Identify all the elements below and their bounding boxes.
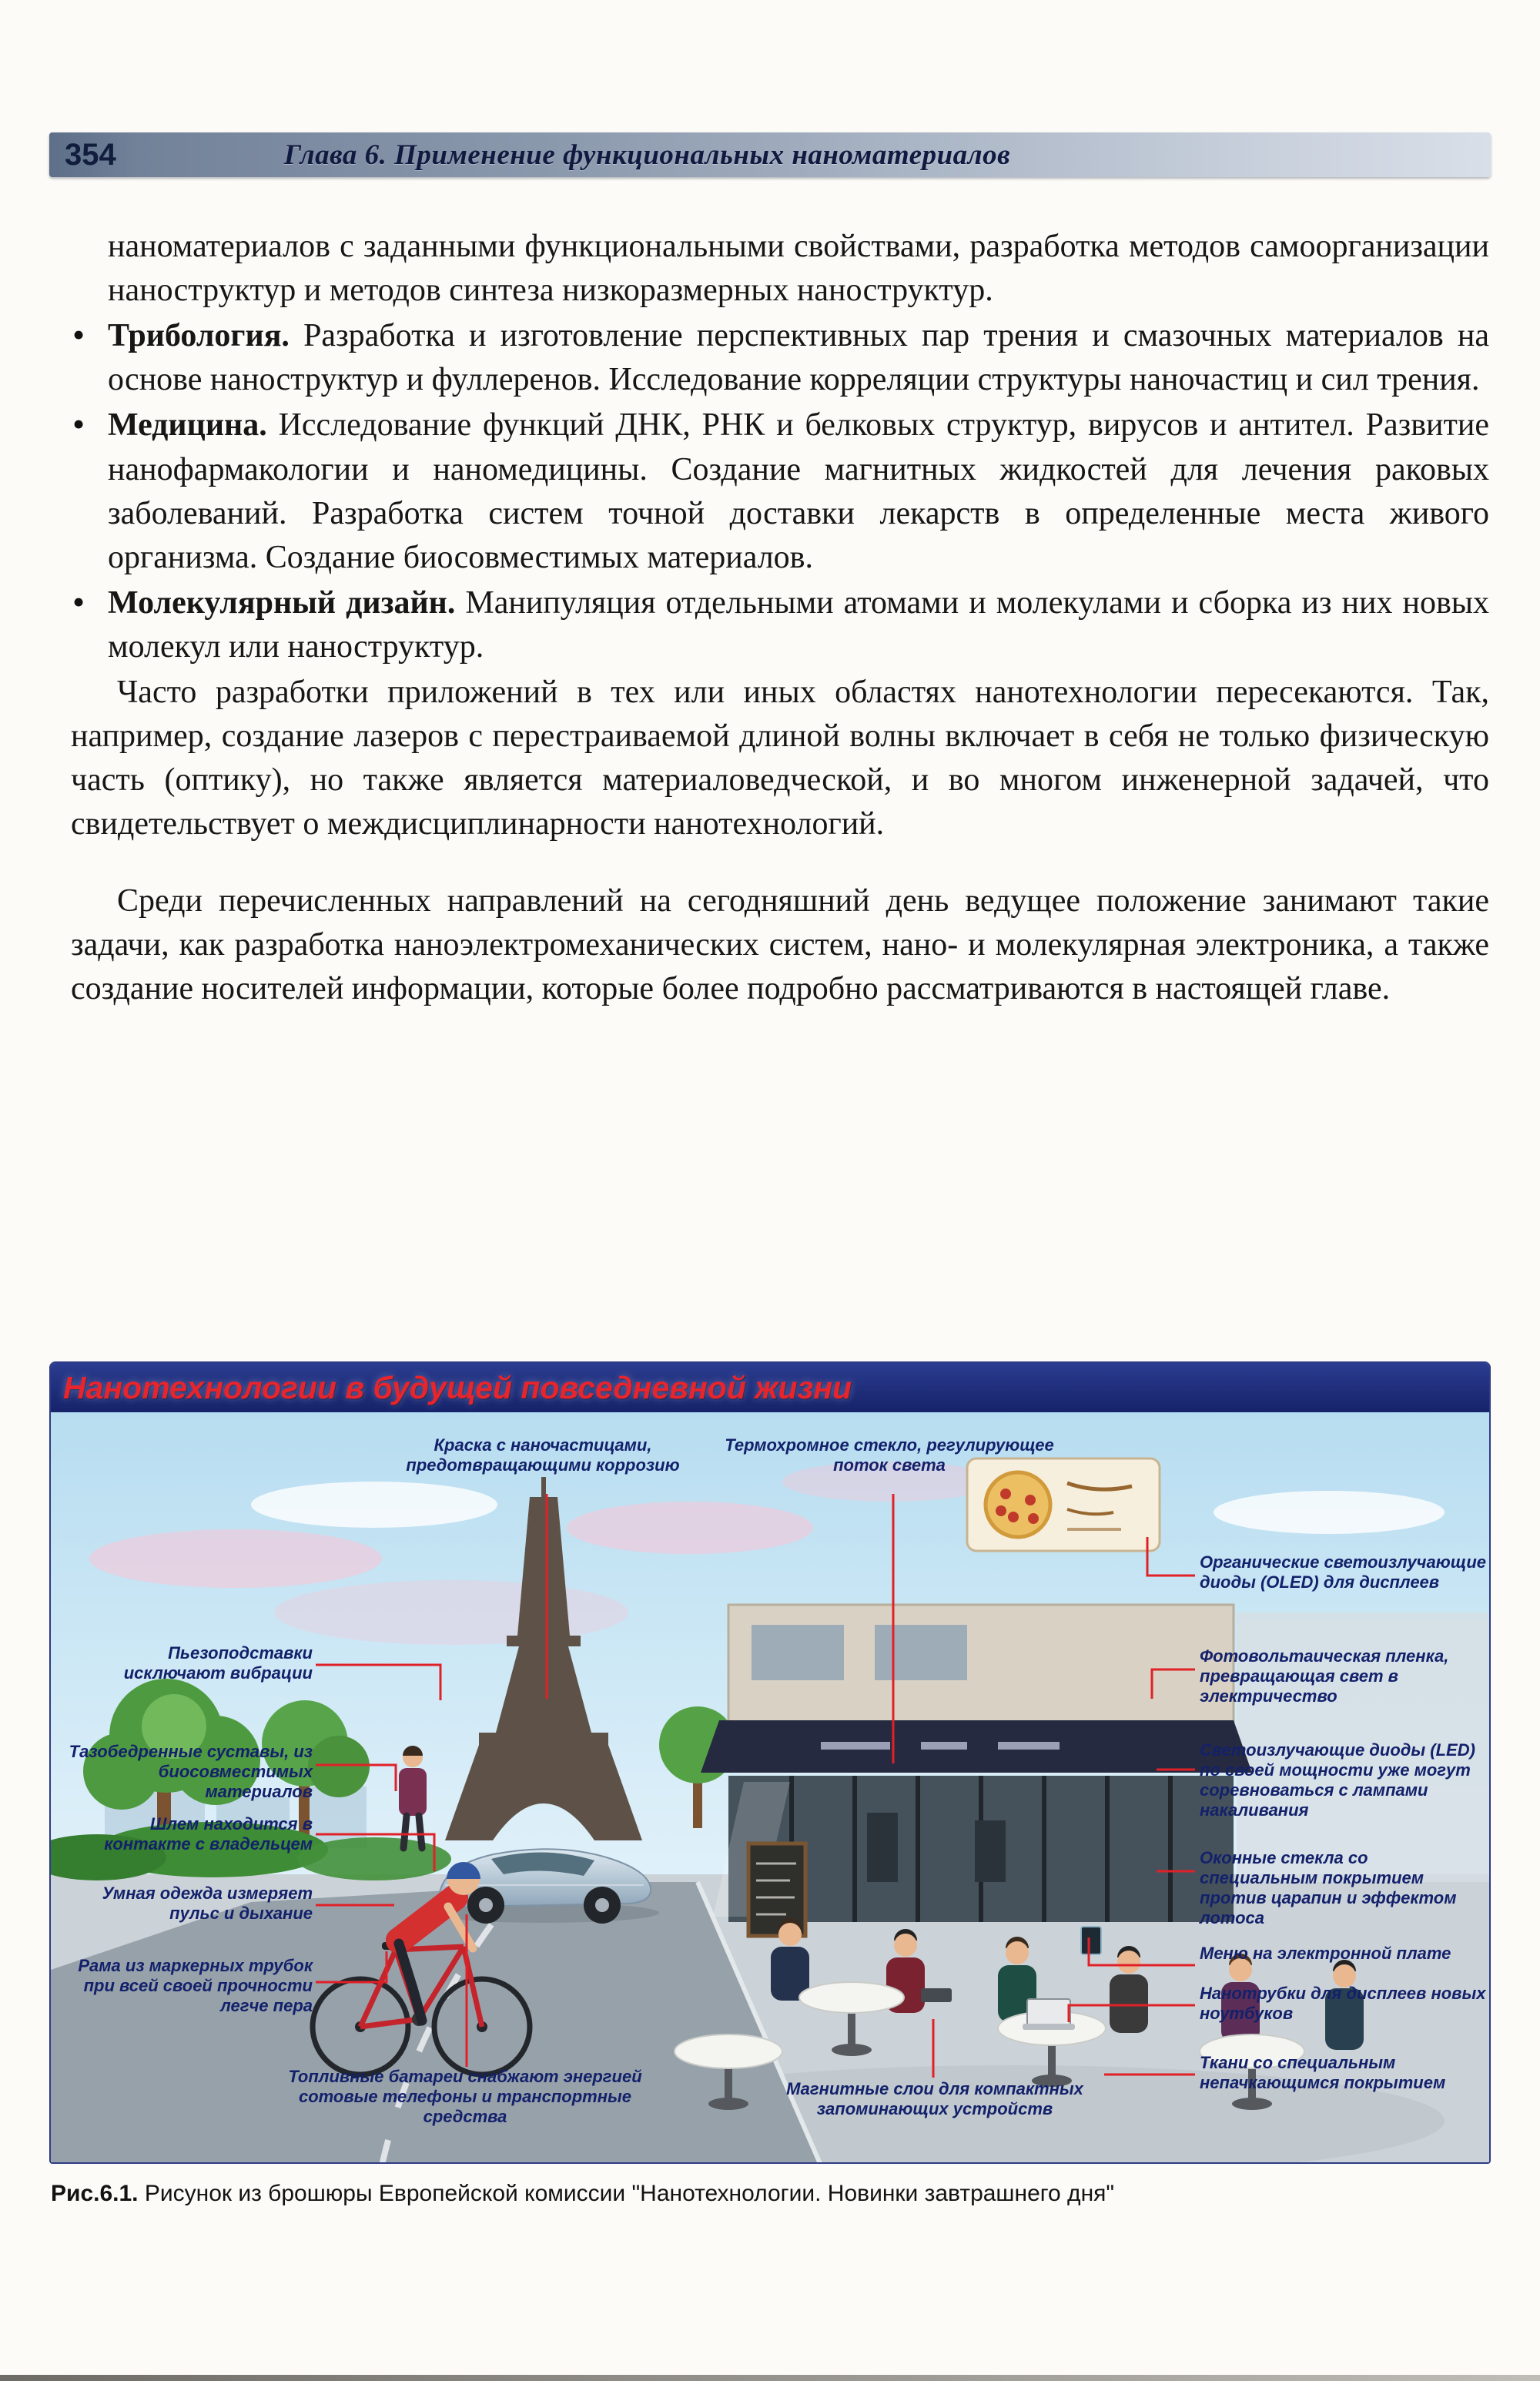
figure-caption-label: Рис.6.1. — [51, 2181, 139, 2206]
figure-label-stain-free-fabric: Ткани со специальным непачкающимся покрытием — [1200, 2053, 1446, 2092]
paragraph: Среди перечисленных направлений на сегодняшний день ведущее положение занимают такие задачи, как разработка наноэлектромеханических систем, нано- и молекулярная электроника, а также создание носителей информации, которые более подробно рассматриваются в настоящей главе. — [71, 882, 1489, 1006]
page-scan-edge — [0, 2375, 1540, 2381]
figure-6-1 — [49, 1361, 1491, 2164]
figure-label-nanotube-displays: Нанотрубки для дисплеев новых ноутбуков — [1200, 1984, 1486, 2023]
awning — [701, 1720, 1252, 1773]
figure-title-bar — [51, 1363, 1489, 1412]
cafe — [701, 1605, 1252, 1936]
storage-device — [921, 1988, 952, 2002]
bullet-icon: • — [72, 581, 85, 621]
paragraph-continuation: наноматериалов с заданными функциональными свойствами, разработка методов самоорганизации наноструктур и методов синтеза низкоразмерных наноструктур. — [108, 229, 1489, 309]
bullet-list — [72, 314, 1490, 669]
list-item-term: Медицина. — [108, 407, 267, 444]
figure-label-photovoltaic-film: Фотовольтаическая пленка, превращающая свет в электричество — [1200, 1646, 1449, 1706]
list-item-term: Трибология. — [108, 318, 290, 354]
list-item — [72, 581, 1489, 669]
paragraph: Часто разработки приложений в тех или иных областях нанотехнологии пересекаются. Так, например, создание лазеров с перестраиваемой длиной волны включает в себя не только физическую часть (оптику), но также является материаловедческой, и во многом инженерной задачей, что свидетельствует о междисциплинарности нанотехнологий. — [71, 675, 1489, 842]
figure-label-piezo-mounts: Пьезоподставки исключают вибрации — [123, 1643, 313, 1683]
figure-label-oled: Органические светоизлучающие диоды (OLED) для дисплеев — [1200, 1552, 1487, 1592]
figure-label-anticorrosion-paint: Краска с наночастицами, предотвращающими коррозию — [406, 1435, 680, 1475]
figure-label-magnetic-storage: Магнитные слои для компактных запоминающих устройств — [786, 2079, 1083, 2118]
figure-label-light-frame: Рама из маркерных трубок при всей своей прочности легче пера — [78, 1956, 313, 2015]
figure-label-smart-clothing: Умная одежда измеряет пульс и дыхание — [102, 1884, 313, 1923]
figure-label-helmet-contact: Шлем находится в контакте с владельцем — [104, 1814, 313, 1854]
chapter-title: Глава 6. Применение функциональных наноматериалов — [283, 139, 1011, 171]
list-item-text: Исследование функций ДНК, РНК и белковых структур, вирусов и антител. Развитие нанофармакологии и наномедицины. Создание магнитных жидкостей для лечения раковых заболеваний. Разработка систем точной доставки лекарств в определенные места живого организма. Создание биосовместимых материалов. — [108, 407, 1489, 575]
bullet-icon: • — [72, 315, 85, 355]
figure-caption-text: Рисунок из брошюры Европейской комиссии "Нанотехнологии. Новинки завтрашнего дня" — [144, 2181, 1115, 2206]
list-item-text: Разработка и изготовление перспективных пар трения и смазочных материалов на основе наноструктур и фуллеренов. Исследование корреляции структуры наночастиц и сил трения. — [108, 318, 1490, 398]
list-item-term: Молекулярный дизайн. — [108, 584, 456, 621]
laptop — [1023, 1999, 1075, 2030]
figure-label-fuel-cells: Топливные батареи снабжают энергией сотовые телефоны и транспортные средства — [288, 2067, 642, 2126]
figure-label-window-coating: Оконные стекла со специальным покрытием против царапин и эффектом лотоса — [1200, 1848, 1457, 1927]
bullet-icon: • — [72, 404, 85, 444]
figure-label-hip-joints: Тазобедренные суставы, из биосовместимых материалов — [69, 1742, 313, 1801]
list-item-text: Манипуляция отдельными атомами и молекулами и сборка из них новых молекул или наноструктур. — [108, 584, 1489, 665]
body-text — [71, 225, 1489, 1043]
figure-caption — [51, 2181, 1491, 2207]
figure-label-electronic-menu: Меню на электронной плате — [1200, 1944, 1451, 1963]
list-item — [72, 404, 1489, 579]
figure-title: Нанотехнологии в будущей повседневной жизни — [63, 1369, 852, 1405]
e-menu-tablet — [1081, 1927, 1101, 1954]
figure-label-led: Светоизлучающие диоды (LED) по своей мощности уже могут соревноваться с лампами накаливания — [1200, 1740, 1475, 1820]
page-number: 354 — [49, 132, 138, 177]
list-item — [72, 314, 1490, 402]
figure-label-thermochromic-glass: Термохромное стекло, регулирующее поток света — [725, 1435, 1054, 1475]
chapter-header — [49, 132, 1491, 177]
